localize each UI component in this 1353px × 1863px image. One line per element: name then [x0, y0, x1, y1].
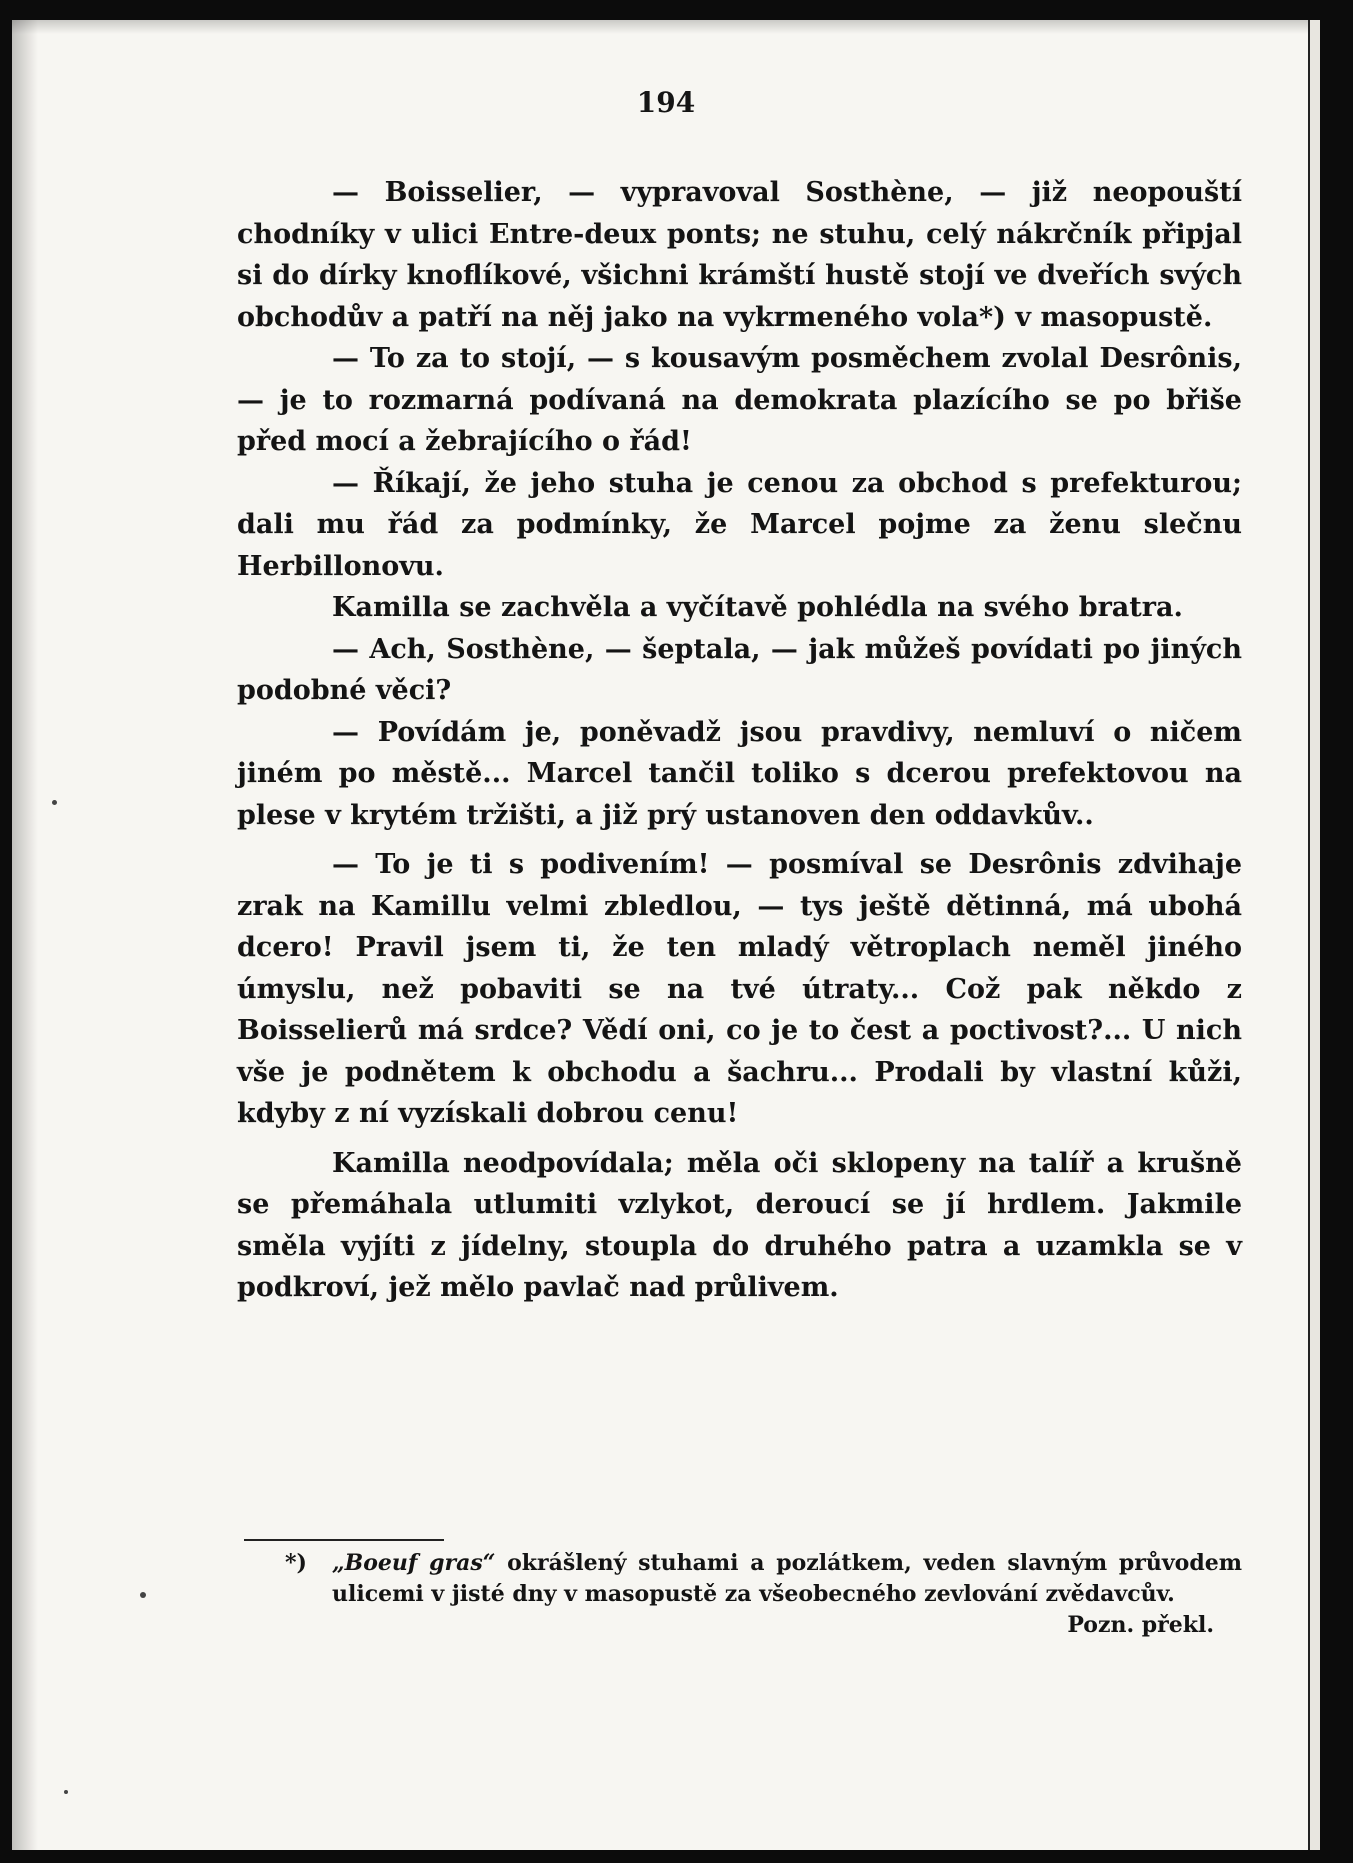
book-page [12, 20, 1320, 1850]
page-number: 194 [636, 86, 696, 119]
footnote-signature: Pozn. překl. [1067, 1612, 1214, 1638]
paragraph: Kamilla neodpovídala; měla oči sklopeny na talíř a krušně se přemáhala utlumiti vzlykot, deroucí se jí hrdlem. Jakmile směla vyjíti z jídelny, stoupla do druhého patra a uzamkla se v podkroví, jež mělo pavlač nad průlivem. [237, 1147, 1242, 1303]
paper-speck [64, 1790, 68, 1794]
top-shade [12, 20, 1320, 34]
footnote-mark: *) [285, 1550, 307, 1576]
paragraph: — To za to stojí, — s kousavým posměchem zvolal Desrônis, — je to rozmarná podívaná na demokrata plazícího se po břiše před mocí a žebrajícího o řád! [237, 343, 1242, 457]
footnote-body [332, 1548, 1242, 1638]
paragraph: — Boisselier, — vypravoval Sosthène, — již neopouští chodníky v ulici Entre-deux ponts; ne stuhu, celý nákrčník připjal si do dírky knoflíkové, všichni krámští hustě stojí ve dveřích svých obchodův a patří na něj jako na vykrmeného vola*) v masopustě. [237, 177, 1242, 333]
paragraph: — To je ti s podivením! — posmíval se Desrônis zdvihaje zrak na Kamillu velmi zbledlou, — tys ještě dětinná, má ubohá dcero! Pravil jsem ti, že ten mladý větroplach neměl jiného úmyslu, než pobaviti se na tvé útraty... Což pak někdo z Boisselierů má srdce? Vědí oni, co je to čest a poctivost?... U nich vše je podnětem k obchodu a šachru... Prodali by vlastní kůži, kdyby z ní vyzískali dobrou cenu! [237, 849, 1242, 1129]
footnote-rule [244, 1539, 444, 1541]
paragraph: Kamilla se zachvěla a vyčítavě pohlédla na svého bratra. [332, 592, 1183, 623]
body-text [237, 172, 1242, 1309]
paragraph: — Ach, Sosthène, — šeptala, — jak můžeš povídati po jiných podobné věci? [237, 633, 1242, 706]
paper-speck [140, 1592, 146, 1598]
paragraph: — Povídám je, poněvadž jsou pravdivy, nemluví o ničem jiném po městě... Marcel tančil toliko s dcerou prefektovou na plese v krytém tržišti, a již prý ustanoven den oddavkův.. [237, 716, 1242, 831]
footnote [237, 1548, 1242, 1641]
footnote-title: „Boeuf gras“ [332, 1550, 496, 1576]
page-edge [1308, 20, 1320, 1850]
paper-speck [52, 800, 57, 805]
binding-shadow [12, 20, 38, 1850]
footnote-text: okrášlený stuhami a pozlátkem, veden slavným průvodem ulicemi v jisté dny v masopustě za všeobecného zevlování zvědavcův. [332, 1550, 1242, 1607]
paragraph: — Říkají, že jeho stuha je cenou za obchod s prefekturou; dali mu řád za podmínky, že Marcel pojme za ženu slečnu Herbillonovu. [237, 467, 1242, 582]
